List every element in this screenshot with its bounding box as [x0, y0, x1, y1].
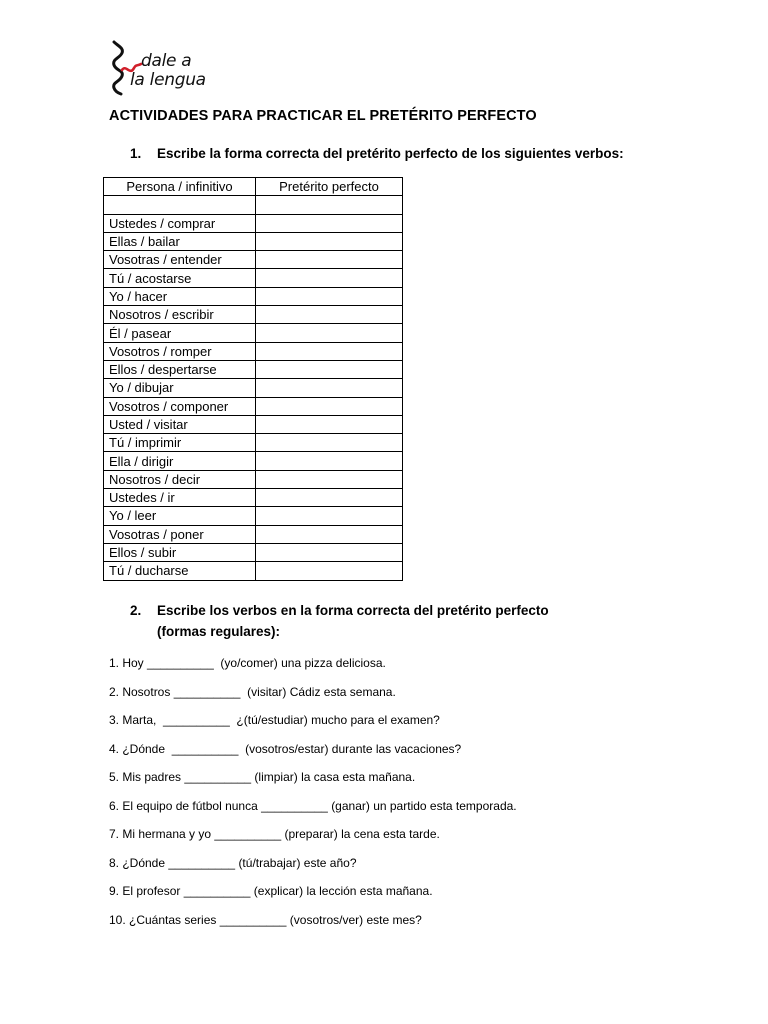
answer-cell[interactable]: [256, 397, 403, 415]
table-row: [104, 269, 403, 287]
persona-infinitivo-cell: Nosotros / escribir: [104, 306, 256, 324]
table-row: [104, 214, 403, 232]
persona-infinitivo-cell: Ellas / bailar: [104, 232, 256, 250]
table-row: [104, 360, 403, 378]
persona-infinitivo-cell: Yo / dibujar: [104, 379, 256, 397]
header-persona-infinitivo: Persona / infinitivo: [104, 178, 256, 196]
verb-conjugation-table: [103, 177, 403, 581]
answer-cell[interactable]: [256, 525, 403, 543]
table-row: [104, 232, 403, 250]
answer-cell[interactable]: [256, 562, 403, 580]
persona-infinitivo-cell: Ustedes / ir: [104, 489, 256, 507]
exercise-item: 5. Mis padres __________ (limpiar) la casa esta mañana.: [109, 770, 416, 784]
answer-cell[interactable]: [256, 470, 403, 488]
answer-cell[interactable]: [256, 214, 403, 232]
persona-infinitivo-cell: Ustedes / comprar: [104, 214, 256, 232]
persona-infinitivo-cell: Yo / hacer: [104, 287, 256, 305]
exercise-item: 9. El profesor __________ (explicar) la lección esta mañana.: [109, 884, 433, 898]
persona-infinitivo-cell: Tú / ducharse: [104, 562, 256, 580]
dale-a-la-lengua-logo: [108, 40, 243, 96]
page-title: ACTIVIDADES PARA PRACTICAR EL PRETÉRITO PERFECTO: [109, 108, 537, 124]
persona-infinitivo-cell: Vosotras / entender: [104, 251, 256, 269]
answer-cell[interactable]: [256, 452, 403, 470]
answer-cell[interactable]: [256, 269, 403, 287]
section-1-text: Escribe la forma correcta del pretérito perfecto de los siguientes verbos:: [157, 146, 624, 161]
persona-infinitivo-cell: Ella / dirigir: [104, 452, 256, 470]
section-2-text-line1: Escribe los verbos en la forma correcta del pretérito perfecto: [157, 603, 549, 618]
exercise-item: 4. ¿Dónde __________ (vosotros/estar) durante las vacaciones?: [109, 741, 462, 756]
answer-cell[interactable]: [256, 415, 403, 433]
persona-infinitivo-cell: Ellos / subir: [104, 543, 256, 561]
answer-cell[interactable]: [256, 507, 403, 525]
table-row: [104, 306, 403, 324]
table-row: [104, 342, 403, 360]
table-row: [104, 525, 403, 543]
answer-cell[interactable]: [256, 251, 403, 269]
table-row: [104, 251, 403, 269]
answer-cell[interactable]: [256, 543, 403, 561]
answer-cell[interactable]: [256, 434, 403, 452]
answer-cell[interactable]: [256, 196, 403, 214]
persona-infinitivo-cell: Él / pasear: [104, 324, 256, 342]
section-2-text-line2: (formas regulares):: [157, 624, 281, 639]
table-row: [104, 196, 403, 214]
logo-text-line2: la lengua: [130, 70, 206, 90]
table-row: [104, 415, 403, 433]
persona-infinitivo-cell: [104, 196, 256, 214]
table-row: [104, 470, 403, 488]
exercise-list: [109, 654, 517, 939]
exercise-item: 6. El equipo de fútbol nunca __________ (ganar) un partido esta temporada.: [109, 798, 517, 813]
table-row: [104, 324, 403, 342]
header-preterito-perfecto: Pretérito perfecto: [256, 178, 403, 196]
table-row: [104, 452, 403, 470]
section-2-heading: [130, 600, 549, 642]
table-body: [104, 196, 403, 580]
persona-infinitivo-cell: Ellos / despertarse: [104, 360, 256, 378]
answer-cell[interactable]: [256, 360, 403, 378]
persona-infinitivo-cell: Vosotras / poner: [104, 525, 256, 543]
answer-cell[interactable]: [256, 489, 403, 507]
exercise-item: 10. ¿Cuántas series __________ (vosotros/ver) este mes?: [109, 912, 422, 927]
persona-infinitivo-cell: Yo / leer: [104, 507, 256, 525]
exercise-item: 8. ¿Dónde __________ (tú/trabajar) este año?: [109, 855, 357, 870]
table-row: [104, 562, 403, 580]
section-1-number: 1.: [130, 146, 142, 161]
table-row: [104, 287, 403, 305]
section-2-number: 2.: [130, 603, 142, 618]
answer-cell[interactable]: [256, 324, 403, 342]
persona-infinitivo-cell: Tú / acostarse: [104, 269, 256, 287]
table-header-row: [104, 178, 403, 196]
answer-cell[interactable]: [256, 232, 403, 250]
persona-infinitivo-cell: Usted / visitar: [104, 415, 256, 433]
exercise-item: 2. Nosotros __________ (visitar) Cádiz esta semana.: [109, 684, 396, 699]
persona-infinitivo-cell: Vosotros / romper: [104, 342, 256, 360]
exercise-item: 1. Hoy __________ (yo/comer) una pizza deliciosa.: [109, 656, 386, 670]
persona-infinitivo-cell: Tú / imprimir: [104, 434, 256, 452]
table-row: [104, 543, 403, 561]
table-row: [104, 397, 403, 415]
section-1-heading: [130, 143, 624, 164]
exercise-item: 7. Mi hermana y yo __________ (preparar) la cena esta tarde.: [109, 827, 440, 841]
answer-cell[interactable]: [256, 287, 403, 305]
answer-cell[interactable]: [256, 342, 403, 360]
answer-cell[interactable]: [256, 306, 403, 324]
persona-infinitivo-cell: Vosotros / componer: [104, 397, 256, 415]
exercise-item: 3. Marta, __________ ¿(tú/estudiar) mucho para el examen?: [109, 713, 440, 727]
persona-infinitivo-cell: Nosotros / decir: [104, 470, 256, 488]
table-row: [104, 507, 403, 525]
table-row: [104, 379, 403, 397]
logo-text-line1: dale a: [141, 51, 192, 71]
table-row: [104, 489, 403, 507]
answer-cell[interactable]: [256, 379, 403, 397]
table-row: [104, 434, 403, 452]
